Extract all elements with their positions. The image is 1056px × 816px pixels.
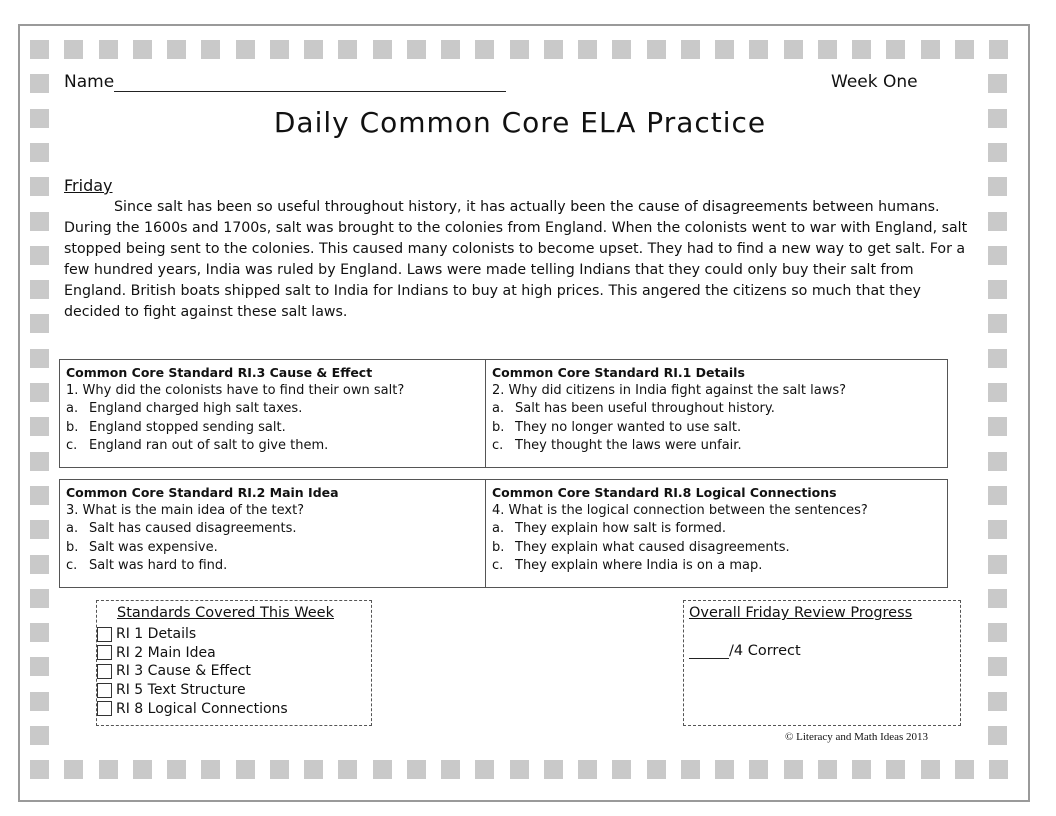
border-square <box>30 40 49 59</box>
border-square <box>201 40 220 59</box>
page-title: Daily Common Core ELA Practice <box>273 106 767 139</box>
border-square <box>955 40 974 59</box>
border-square <box>681 40 700 59</box>
border-square <box>988 657 1007 676</box>
border-square <box>544 40 563 59</box>
border-square <box>988 212 1007 231</box>
answer-option[interactable] <box>66 557 479 575</box>
border-square <box>988 726 1007 745</box>
progress-box-title: Overall Friday Review Progress <box>689 605 913 621</box>
border-square <box>510 760 529 779</box>
border-square <box>510 40 529 59</box>
answer-letter: a. <box>492 401 505 417</box>
border-square <box>988 520 1007 539</box>
border-square <box>30 417 49 436</box>
border-square <box>784 760 803 779</box>
answer-letter: b. <box>66 419 79 435</box>
answer-text: Salt was expensive. <box>89 539 218 555</box>
progress-box <box>683 600 961 726</box>
standards-list <box>97 625 288 718</box>
standard-item-label: RI 3 Cause & Effect <box>116 663 251 680</box>
border-square <box>30 452 49 471</box>
question-row-1 <box>59 359 948 468</box>
border-square <box>441 760 460 779</box>
day-label: Friday <box>64 176 113 195</box>
border-square <box>475 760 494 779</box>
question-text: 4. What is the logical connection between the sentences? <box>492 503 868 519</box>
border-square <box>988 74 1007 93</box>
border-square <box>99 760 118 779</box>
border-square <box>373 40 392 59</box>
answer-text: Salt has been useful throughout history. <box>515 401 775 417</box>
border-square <box>681 760 700 779</box>
score-text: /4 Correct <box>729 643 801 659</box>
border-square <box>236 40 255 59</box>
border-square <box>921 760 940 779</box>
question-text: 3. What is the main idea of the text? <box>66 503 305 519</box>
answer-text: They explain where India is on a map. <box>515 557 763 573</box>
border-square <box>30 726 49 745</box>
question-block-1 <box>60 360 486 467</box>
border-square <box>30 520 49 539</box>
standards-box-title: Standards Covered This Week <box>117 605 334 621</box>
border-square <box>30 486 49 505</box>
border-square <box>30 623 49 642</box>
standard-item <box>97 699 288 718</box>
border-square <box>988 280 1007 299</box>
border-square <box>373 760 392 779</box>
progress-score <box>689 643 801 659</box>
standards-box <box>96 600 372 726</box>
border-square <box>30 212 49 231</box>
standard-checkbox[interactable] <box>97 645 112 660</box>
border-square <box>612 40 631 59</box>
border-square <box>886 40 905 59</box>
answer-option[interactable] <box>492 437 941 455</box>
standard-label: Common Core Standard RI.2 Main Idea <box>66 485 339 500</box>
border-square <box>989 40 1008 59</box>
border-square <box>921 40 940 59</box>
border-square <box>30 314 49 333</box>
question-block-4 <box>486 480 947 587</box>
standard-checkbox[interactable] <box>97 627 112 642</box>
border-square <box>988 623 1007 642</box>
border-square <box>886 760 905 779</box>
border-square <box>988 555 1007 574</box>
answer-option[interactable] <box>492 419 941 437</box>
border-square <box>407 760 426 779</box>
answer-option[interactable] <box>66 419 479 437</box>
answer-text: Salt was hard to find. <box>89 557 228 573</box>
border-square <box>988 452 1007 471</box>
standard-item-label: RI 2 Main Idea <box>116 644 216 661</box>
standard-item <box>97 681 288 700</box>
border-square <box>30 177 49 196</box>
border-square <box>818 760 837 779</box>
name-label: Name <box>64 72 115 92</box>
border-square <box>988 383 1007 402</box>
border-square <box>612 760 631 779</box>
answer-letter: a. <box>492 521 505 537</box>
standard-item-label: RI 1 Details <box>116 626 197 643</box>
standard-checkbox[interactable] <box>97 664 112 679</box>
question-text: 2. Why did citizens in India fight against the salt laws? <box>492 383 847 399</box>
border-square <box>955 760 974 779</box>
border-square <box>407 40 426 59</box>
border-square <box>30 555 49 574</box>
border-square <box>133 40 152 59</box>
border-square <box>236 760 255 779</box>
answer-option[interactable] <box>66 520 479 538</box>
answer-letter: b. <box>66 539 79 555</box>
question-block-2 <box>486 360 947 467</box>
border-square <box>647 760 666 779</box>
answer-text: England charged high salt taxes. <box>89 401 303 417</box>
border-square <box>30 246 49 265</box>
answer-letter: c. <box>492 437 504 453</box>
border-square <box>988 692 1007 711</box>
standard-checkbox[interactable] <box>97 683 112 698</box>
answer-letter: c. <box>66 437 78 453</box>
border-square <box>988 246 1007 265</box>
border-square <box>64 40 83 59</box>
border-square <box>578 760 597 779</box>
border-square <box>30 589 49 608</box>
week-label: Week One <box>831 72 918 92</box>
name-field[interactable] <box>114 73 506 92</box>
standard-item <box>97 644 288 663</box>
answer-letter: a. <box>66 521 79 537</box>
border-square <box>30 760 49 779</box>
answer-text: Salt has caused disagreements. <box>89 521 297 537</box>
border-square <box>578 40 597 59</box>
answer-option[interactable] <box>66 400 479 418</box>
copyright-text: © Literacy and Math Ideas 2013 <box>785 731 929 743</box>
border-square <box>749 760 768 779</box>
border-square <box>544 760 563 779</box>
border-square <box>988 417 1007 436</box>
answer-letter: b. <box>492 419 505 435</box>
answer-option[interactable] <box>492 520 941 538</box>
answer-letter: c. <box>492 557 504 573</box>
border-square <box>852 760 871 779</box>
border-square <box>715 760 734 779</box>
border-square <box>270 760 289 779</box>
border-square <box>338 40 357 59</box>
border-square <box>988 486 1007 505</box>
border-square <box>749 40 768 59</box>
border-square <box>201 760 220 779</box>
answer-option[interactable] <box>492 557 941 575</box>
border-square <box>338 760 357 779</box>
border-square <box>30 74 49 93</box>
border-square <box>167 40 186 59</box>
border-square <box>715 40 734 59</box>
border-square <box>270 40 289 59</box>
reading-passage: Since salt has been so useful throughout history, it has actually been the cause of disagreements between humans. During the 1600s and 1700s, salt was brought to the colonies from England. When the colonists went to war with England, salt stopped being sent to the colonies. This caused many colonists to become upset. They had to find a new way to get salt. For a few hundred years, India was ruled by England. Laws were made telling Indians that they could only buy their salt from England. British boats shipped salt to India for Indians to buy at high prices. This angered the citizens so much that they decided to fight against these salt laws. <box>64 199 968 321</box>
name-row <box>64 72 506 92</box>
standard-checkbox[interactable] <box>97 701 112 716</box>
border-square <box>167 760 186 779</box>
answer-letter: c. <box>66 557 78 573</box>
standard-item <box>97 662 288 681</box>
standard-label: Common Core Standard RI.1 Details <box>492 365 745 380</box>
answer-text: England stopped sending salt. <box>89 419 286 435</box>
answer-text: They explain how salt is formed. <box>515 521 727 537</box>
border-square <box>304 760 323 779</box>
answer-text: They explain what caused disagreements. <box>515 539 790 555</box>
border-square <box>304 40 323 59</box>
question-text: 1. Why did the colonists have to find their own salt? <box>66 383 405 399</box>
answer-option[interactable] <box>492 400 941 418</box>
border-square <box>30 349 49 368</box>
standard-label: Common Core Standard RI.8 Logical Connections <box>492 485 837 500</box>
border-square <box>988 177 1007 196</box>
border-square <box>475 40 494 59</box>
answer-letter: b. <box>492 539 505 555</box>
standard-item-label: RI 5 Text Structure <box>116 682 246 699</box>
border-square <box>30 383 49 402</box>
answer-option[interactable] <box>66 539 479 557</box>
question-block-3 <box>60 480 486 587</box>
answer-letter: a. <box>66 401 79 417</box>
answer-option[interactable] <box>66 437 479 455</box>
border-square <box>30 143 49 162</box>
question-row-2 <box>59 479 948 588</box>
standard-item-label: RI 8 Logical Connections <box>116 700 288 717</box>
border-square <box>133 760 152 779</box>
border-square <box>647 40 666 59</box>
border-square <box>64 760 83 779</box>
score-blank-field[interactable] <box>689 644 729 659</box>
border-square <box>852 40 871 59</box>
border-square <box>988 314 1007 333</box>
border-square <box>818 40 837 59</box>
border-square <box>784 40 803 59</box>
standard-label: Common Core Standard RI.3 Cause & Effect <box>66 365 373 380</box>
border-square <box>30 692 49 711</box>
border-square <box>988 143 1007 162</box>
border-square <box>99 40 118 59</box>
border-square <box>30 657 49 676</box>
border-square <box>30 280 49 299</box>
border-square <box>988 349 1007 368</box>
standard-item <box>97 625 288 644</box>
answer-text: They no longer wanted to use salt. <box>515 419 742 435</box>
border-square <box>988 589 1007 608</box>
border-square <box>989 760 1008 779</box>
border-square <box>441 40 460 59</box>
answer-option[interactable] <box>492 539 941 557</box>
answer-text: England ran out of salt to give them. <box>89 437 329 453</box>
answer-text: They thought the laws were unfair. <box>515 437 742 453</box>
